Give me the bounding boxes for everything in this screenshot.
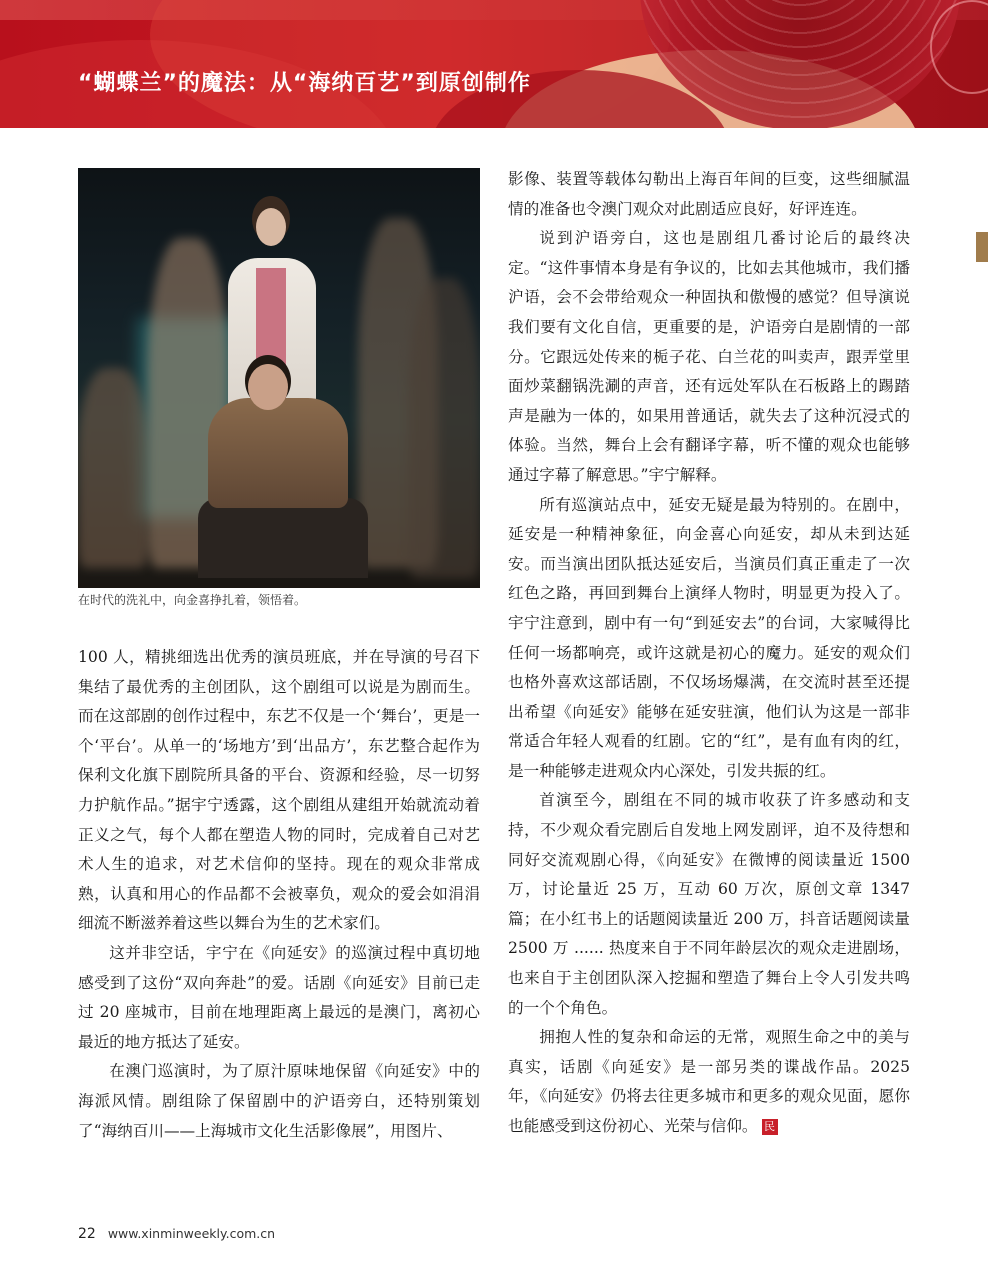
paragraph-text: 拥抱人性的复杂和命运的无常，观照生命之中的美与真实，话剧《向延安》是一部另类的谍战作品。2025 年，《向延安》仍将去往更多城市和更多的观众见面，愿你也能感受到这份初心、光荣与信仰。 xyxy=(508,1028,910,1135)
photo-caption: 在时代的洗礼中，向金喜挣扎着，领悟着。 xyxy=(78,593,307,607)
section-edge-tab xyxy=(976,232,988,262)
photo-woman-head xyxy=(256,208,286,246)
photo-man-head xyxy=(248,364,288,410)
left-column-text xyxy=(78,643,480,1146)
photo-man-legs xyxy=(198,498,368,578)
photo-man-jacket xyxy=(208,398,348,508)
right-column-text xyxy=(508,165,910,1142)
photo-blurred-figure xyxy=(78,368,148,568)
paragraph: 这并非空话，宇宁在《向延安》的巡演过程中真切地感受到了这份“双向奔赴”的爱。话剧《向延安》目前已走过 20 座城市，目前在地理距离上最远的是澳门，离初心最近的地方抵达了延安。 xyxy=(78,943,480,1051)
end-mark-icon: 民 xyxy=(762,1119,778,1135)
paragraph: 首演至今，剧组在不同的城市收获了许多感动和支持，不少观众看完剧后自发地上网发剧评，迫不及待想和同好交流观剧心得，《向延安》在微博的阅读量近 1500 万，讨论量近 25 万，互动 60 万次，原创文章 1347 篇；在小红书上的话题阅读量近 200 万，抖音话题阅读量 2500 万 ...... 热度来自于不同年龄层次的观众走进剧场，也来自于主创团队深入挖掘和塑造了舞台上令人引发共鸣的一个个角色。 xyxy=(508,791,910,1017)
paragraph: 在澳门巡演时，为了原汁原味地保留《向延安》中的海派风情。剧组除了保留剧中的沪语旁白，还特别策划了“海纳百川——上海城市文化生活影像展”，用图片、 xyxy=(78,1062,480,1140)
paragraph: 影像、装置等载体勾勒出上海百年间的巨变，这些细腻温情的准备也令澳门观众对此剧适应良好，好评连连。 xyxy=(508,170,910,218)
page-footer xyxy=(78,1226,275,1242)
paragraph: 100 人，精挑细选出优秀的演员班底，并在导演的号召下集结了最优秀的主创团队，这个剧组可以说是为剧而生。而在这部剧的创作过程中，东艺不仅是一个‘舞台’，更是一个‘平台’。从单一的‘场地方’到‘出品方’，东艺整合起作为保利文化旗下剧院所具备的平台、资源和经验，尽一切努力护航作品。”据宇宁透露，这个剧组从建组开始就流动着正义之气，每个人都在塑造人物的同时，完成着自己对艺术人生的追求，对艺术信仰的坚持。现在的观众非常成熟，认真和用心的作品都不会被辜负，观众的爱会如涓涓细流不断滋养着这些以舞台为生的艺术家们。 xyxy=(78,648,480,933)
website-link[interactable]: www.xinminweekly.com.cn xyxy=(107,1226,276,1241)
page-header-banner xyxy=(0,0,988,128)
paragraph: 所有巡演站点中，延安无疑是最为特别的。在剧中，延安是一种精神象征，向金喜心向延安，却从未到达延安。而当演出团队抵达延安后，当演员们真正重走了一次红色之路，再回到舞台上演绎人物时，明显更为投入了。宇宁注意到，剧中有一句“到延安去”的台词，大家喊得比任何一场都响亮，或许这就是初心的魔力。延安的观众们也格外喜欢这部话剧，不仅场场爆满，在交流时甚至还提出希望《向延安》能够在延安驻演，他们认为这是一部非常适合年轻人观看的红剧。它的“红”，是有血有肉的红，是一种能够走进观众内心深处，引发共振的红。 xyxy=(508,495,910,780)
paragraph: 说到沪语旁白，这也是剧组几番讨论后的最终决定。“这件事情本身是有争议的，比如去其他城市，我们播沪语，会不会带给观众一种固执和傲慢的感觉？但导演说我们要有文化自信，更重要的是，沪语旁白是剧情的一部分。它跟远处传来的栀子花、白兰花的叫卖声，跟弄堂里面炒菜翻锅洗涮的声音，还有远处军队在石板路上的踢踏声是融为一体的，如果用普通话，就失去了这种沉浸式的体验。当然，舞台上会有翻译字幕，听不懂的观众也能够通过字幕了解意思。”宇宁解释。 xyxy=(508,229,910,484)
section-title: “蝴蝶兰”的魔法：从“海纳百艺”到原创制作 xyxy=(78,71,531,96)
last-paragraph xyxy=(508,1023,910,1141)
page-number: 22 xyxy=(78,1226,96,1242)
stage-photo xyxy=(78,168,480,588)
photo-blurred-figure xyxy=(408,278,480,578)
